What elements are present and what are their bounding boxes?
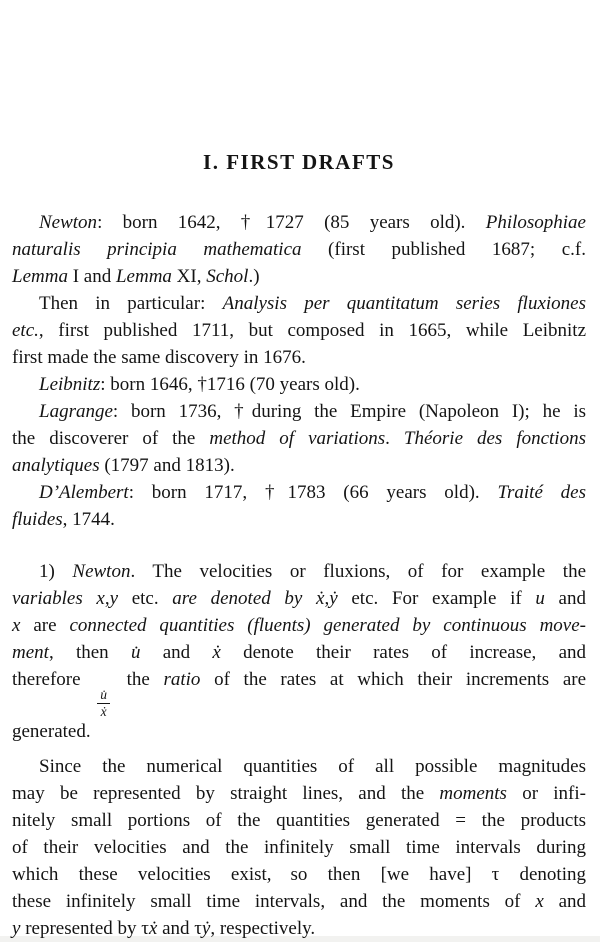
text-line: [12, 452, 586, 479]
text-run: Since the numerical quantities of all possible magnitudes: [39, 756, 586, 778]
text-run: and: [140, 642, 213, 663]
text-line: [12, 398, 586, 425]
text-line: [12, 425, 586, 452]
text-line: [12, 780, 586, 807]
text-run: etc. For example if: [337, 588, 536, 609]
italic-text-run: ẋ: [212, 642, 221, 663]
text-line: [12, 666, 586, 718]
text-line: [12, 585, 586, 612]
text-line: [12, 558, 586, 585]
text-run: and: [544, 588, 586, 609]
italic-text-run: Newton: [72, 561, 131, 582]
italic-text-run: y: [109, 588, 119, 609]
italic-text-run: Analysis per quantitatum series fluxiones: [222, 293, 586, 314]
text-line: [12, 317, 586, 344]
italic-text-run: Schol: [206, 266, 249, 287]
text-line: [12, 834, 586, 861]
italic-text-run: u: [535, 588, 545, 609]
text-line: [12, 209, 586, 236]
text-run: of the rates at which their increments are: [200, 669, 587, 690]
text-run: . The velocities or fluxions, of for example the: [130, 561, 587, 582]
text-run: first made the same discovery in 1676.: [12, 347, 306, 368]
italic-text-run: ẋ: [148, 918, 158, 940]
italic-text-run: Traité des: [497, 482, 586, 503]
italic-text-run: connected quantities (fluents) generated by continuous move-: [69, 615, 586, 636]
text-run: therefore: [12, 669, 95, 690]
text-run: , then: [48, 642, 131, 663]
text-run: , 1744.: [62, 509, 115, 530]
text-run: these infinitely small time intervals, and the moments of: [12, 891, 536, 913]
text-run: the: [112, 669, 164, 690]
italic-text-run: method of variations: [209, 428, 386, 449]
text-line: [12, 915, 586, 942]
text-run: generated.: [12, 721, 91, 743]
text-run: ,: [324, 588, 330, 609]
italic-text-run: x: [535, 891, 544, 913]
paragraph-dalembert-bio: [12, 479, 586, 533]
paragraph-leibnitz-bio: [12, 371, 586, 398]
text-run: XI,: [171, 266, 207, 287]
paragraph-newton-bio: [12, 209, 586, 290]
text-line: [12, 263, 586, 290]
text-line: [12, 861, 586, 888]
text-run: Then in particular:: [39, 293, 223, 314]
italic-text-run: Philosophiae: [485, 212, 586, 233]
italic-text-run: ẏ: [329, 588, 338, 609]
italic-text-run: naturalis principia mathematica: [12, 239, 302, 260]
text-line: [12, 718, 586, 745]
text-run: nitely small portions of the quantities generated = the products: [12, 810, 586, 832]
italic-text-run: Leibnitz: [39, 374, 101, 395]
text-line: [12, 506, 586, 533]
italic-text-run: u̇: [130, 642, 141, 663]
text-run: etc.: [118, 588, 173, 609]
text-run: I and: [67, 266, 116, 287]
text-line: [12, 888, 586, 915]
italic-text-run: ment: [12, 642, 49, 663]
text-line: [12, 639, 586, 666]
italic-text-run: moments: [439, 783, 507, 805]
text-run: .): [248, 266, 260, 287]
text-run: : born 1717, †1783 (66 years old).: [128, 482, 498, 503]
italic-text-run: fluides: [12, 509, 63, 530]
text-line: [12, 371, 586, 398]
text-run: : born 1646, †1716 (70 years old).: [100, 374, 360, 395]
fraction-numerator: u̇: [97, 688, 110, 704]
page-title: I. FIRST DRAFTS: [203, 150, 395, 174]
text-run: the discoverer of the: [12, 428, 210, 449]
text-line: [12, 612, 586, 639]
italic-text-run: Lemma: [115, 266, 172, 287]
italic-text-run: Lagrange: [39, 401, 113, 422]
text-run: and: [543, 891, 587, 913]
text-run: , respectively.: [210, 918, 316, 940]
text-run: and τ: [157, 918, 202, 940]
fraction-denominator: ẋ: [100, 703, 107, 719]
text-run: or infi-: [506, 783, 586, 805]
italic-text-run: ẏ: [201, 918, 211, 940]
italic-text-run: Newton: [39, 212, 98, 233]
text-run: (first published 1687; c.f.: [301, 239, 587, 260]
text-run: : born 1736, †during the Empire (Napoleon I); he is: [112, 401, 586, 422]
text-run: may be represented by straight lines, and the: [12, 783, 440, 805]
text-line: [12, 807, 586, 834]
text-run: represented by τ: [20, 918, 149, 940]
italic-text-run: y: [12, 918, 21, 940]
italic-text-run: are denoted by ẋ: [172, 588, 325, 609]
text-run: : born 1642, †1727 (85 years old).: [97, 212, 486, 233]
italic-text-run: D’Alembert: [39, 482, 129, 503]
text-run: denote their rates of increase, and: [220, 642, 586, 663]
text-run: 1): [39, 561, 73, 582]
text-run: .: [385, 428, 404, 449]
text-run: which these velocities exist, so then [we have] τ denoting: [12, 864, 586, 886]
paragraph-lagrange-bio: [12, 398, 586, 479]
text-line: [12, 479, 586, 506]
italic-text-run: ratio: [163, 669, 201, 690]
text-line: [12, 344, 586, 371]
italic-text-run: x: [12, 615, 21, 636]
text-run: of their velocities and the infinitely small time intervals during: [12, 837, 586, 859]
text-run: are: [20, 615, 70, 636]
text-line: [12, 236, 586, 263]
italic-text-run: etc.: [12, 320, 39, 341]
fraction-udot-over-xdot: [97, 688, 110, 719]
paragraph-moments-paragraph: [12, 753, 586, 942]
italic-text-run: Théorie des fonctions: [403, 428, 586, 449]
document-body: [12, 209, 586, 942]
italic-text-run: analytiques: [12, 455, 100, 476]
text-line: [12, 290, 586, 317]
text-run: ,: [104, 588, 110, 609]
text-line: [12, 753, 586, 780]
italic-text-run: Lemma: [12, 266, 68, 287]
text-run: , first published 1711, but composed in 1665, while Leibnitz: [38, 320, 586, 341]
paragraph-newton-works: [12, 290, 586, 371]
text-run: (1797 and 1813).: [99, 455, 235, 476]
italic-text-run: variables x: [12, 588, 105, 609]
paragraph-newton-fluxions: [12, 558, 586, 745]
